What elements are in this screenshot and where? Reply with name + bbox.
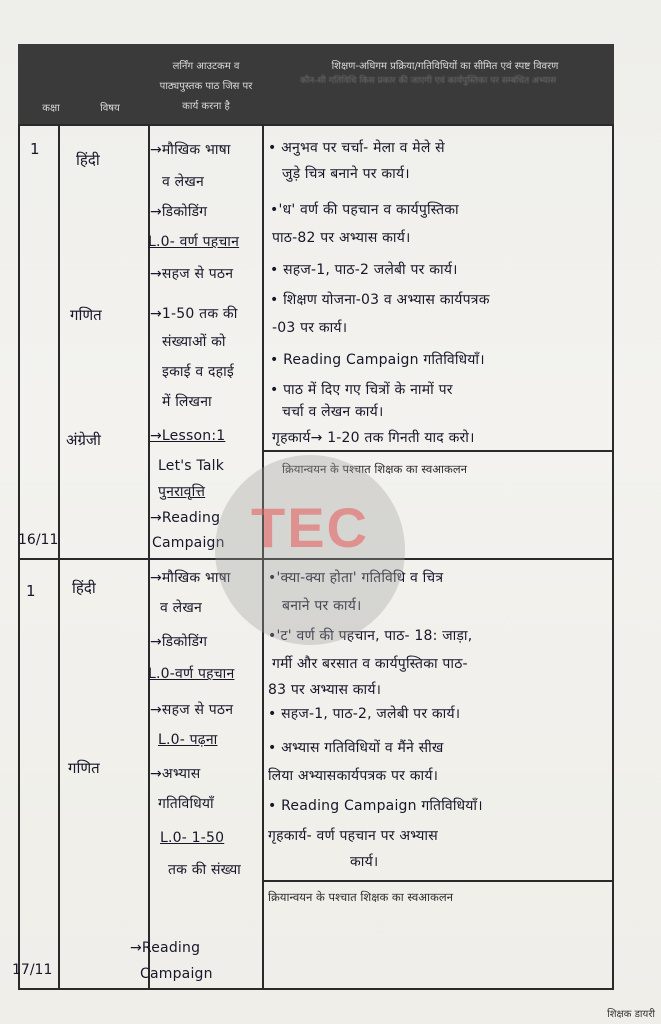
watermark-logo bbox=[215, 455, 405, 645]
topic-line: तक की संख्या bbox=[168, 862, 242, 878]
subject-maths: गणित bbox=[70, 306, 102, 324]
evaluation-divider bbox=[262, 450, 612, 452]
header-subject: विषय bbox=[100, 103, 120, 114]
column-divider bbox=[148, 124, 150, 990]
topic-line: व लेखन bbox=[160, 600, 202, 616]
column-divider bbox=[58, 124, 60, 990]
topic-line: →Reading bbox=[130, 940, 201, 956]
activity-line: •'क्या-क्या होता' गतिविधि व चित्र bbox=[268, 570, 444, 586]
activity-line: जुड़े चित्र बनाने पर कार्य। bbox=[282, 166, 410, 182]
topic-line: गतिविधियाँ bbox=[158, 796, 214, 812]
watermark-text: TEC bbox=[251, 496, 369, 559]
activity-line: पाठ-82 पर अभ्यास कार्य। bbox=[272, 230, 411, 246]
activity-line: • पाठ में दिए गए चित्रों के नामों पर bbox=[270, 382, 453, 398]
row-divider bbox=[18, 124, 614, 126]
activity-line: गर्मी और बरसात व कार्यपुस्तिका पाठ- bbox=[272, 656, 468, 672]
topic-line: संख्याओं को bbox=[162, 334, 226, 350]
activity-line: • अनुभव पर चर्चा- मेला व मेले से bbox=[268, 140, 445, 156]
subject-hindi: हिंदी bbox=[72, 579, 96, 597]
topic-line: →मौखिक भाषा bbox=[150, 570, 231, 586]
activity-line: • सहज-1, पाठ-2, जलेबी पर कार्य। bbox=[268, 706, 461, 722]
activity-line: •'ध' वर्ण की पहचान व कार्यपुस्तिका bbox=[270, 202, 459, 218]
entry-date: 16/11 bbox=[18, 532, 59, 548]
header-topic-line2: पाठ्यपुस्तक पाठ जिस पर bbox=[159, 81, 253, 92]
topic-line: →डिकोडिंग bbox=[150, 204, 208, 220]
topic-line: Campaign bbox=[140, 966, 213, 982]
activity-line: • अभ्यास गतिविधियों व मैंने सीख bbox=[268, 740, 444, 756]
activity-line: लिया अभ्यासकार्यपत्रक पर कार्य। bbox=[268, 768, 439, 784]
subject-hindi: हिंदी bbox=[76, 151, 100, 169]
header-topic-line1: लर्निंग आउटकम व bbox=[172, 61, 240, 72]
self-evaluation-label: क्रियान्वयन के पश्चात शिक्षक का स्वआकलन bbox=[268, 890, 454, 904]
entry-class: 1 bbox=[26, 582, 36, 600]
activity-line: 83 पर अभ्यास कार्य। bbox=[268, 682, 382, 698]
entry-class: 1 bbox=[30, 140, 40, 158]
topic-line: →मौखिक भाषा bbox=[150, 142, 231, 158]
activity-line: कार्य। bbox=[350, 854, 379, 870]
column-divider bbox=[612, 124, 614, 990]
topic-line: →सहज से पठन bbox=[150, 266, 234, 282]
page-footer: शिक्षक डायरी bbox=[607, 1009, 655, 1020]
topic-line: →1-50 तक की bbox=[150, 306, 238, 322]
topic-line: →सहज से पठन bbox=[150, 702, 234, 718]
activity-line: चर्चा व लेखन कार्य। bbox=[282, 404, 384, 420]
topic-line: पुनरावृत्ति bbox=[158, 484, 206, 500]
self-evaluation-label: क्रियान्वयन के पश्चात शिक्षक का स्वआकलन bbox=[282, 462, 468, 476]
topic-line: Campaign bbox=[152, 535, 225, 551]
topic-line: L.0- पढ़ना bbox=[158, 732, 218, 748]
activity-line: गृहकार्य→ 1-20 तक गिनती याद करो। bbox=[272, 430, 475, 446]
subject-maths: गणित bbox=[68, 759, 100, 777]
activity-line: • Reading Campaign गतिविधियाँ। bbox=[268, 798, 483, 814]
topic-line: में लिखना bbox=[162, 394, 212, 410]
header-topic-line3: कार्य करना है bbox=[182, 101, 230, 112]
topic-line: →डिकोडिंग bbox=[150, 634, 208, 650]
activity-line: • Reading Campaign गतिविधियाँ। bbox=[270, 352, 485, 368]
table-header bbox=[18, 44, 614, 124]
topic-line: L.0- वर्ण पहचान bbox=[148, 234, 240, 250]
header-activity: शिक्षण-अधिगम प्रक्रिया/गतिविधियों का सीमित एवं स्पष्ट विवरण bbox=[331, 61, 559, 72]
topic-line: इकाई व दहाई bbox=[162, 364, 234, 380]
activity-line: • सहज-1, पाठ-2 जलेबी पर कार्य। bbox=[270, 262, 458, 278]
evaluation-divider bbox=[262, 880, 612, 882]
topic-line: L.0-वर्ण पहचान bbox=[148, 666, 235, 682]
header-class: कक्षा bbox=[42, 103, 60, 114]
topic-line: L.0- 1-50 bbox=[160, 830, 225, 846]
topic-line: →अभ्यास bbox=[150, 766, 201, 782]
subject-english: अंग्रेजी bbox=[66, 431, 101, 449]
header-activity-faded: कौन-सी गतिविधि किस प्रकार की जाएगी एवं कार्यपुस्तिका पर सम्बंधित अभ्यास bbox=[300, 76, 557, 86]
activity-line: गृहकार्य- वर्ण पहचान पर अभ्यास bbox=[268, 828, 438, 844]
activity-line: •'ट' वर्ण की पहचान, पाठ- 18: जाड़ा, bbox=[268, 628, 473, 644]
column-divider bbox=[18, 124, 20, 990]
row-divider bbox=[18, 988, 614, 990]
activity-line: • शिक्षण योजना-03 व अभ्यास कार्यपत्रक bbox=[270, 292, 490, 308]
topic-line: →Reading bbox=[150, 510, 221, 526]
topic-line: व लेखन bbox=[162, 174, 204, 190]
entry-date: 17/11 bbox=[12, 962, 53, 978]
topic-line: →Lesson:1 bbox=[150, 428, 226, 444]
activity-line: -03 पर कार्य। bbox=[272, 320, 348, 336]
activity-line: बनाने पर कार्य। bbox=[282, 598, 362, 614]
topic-line: Let's Talk bbox=[158, 458, 225, 474]
